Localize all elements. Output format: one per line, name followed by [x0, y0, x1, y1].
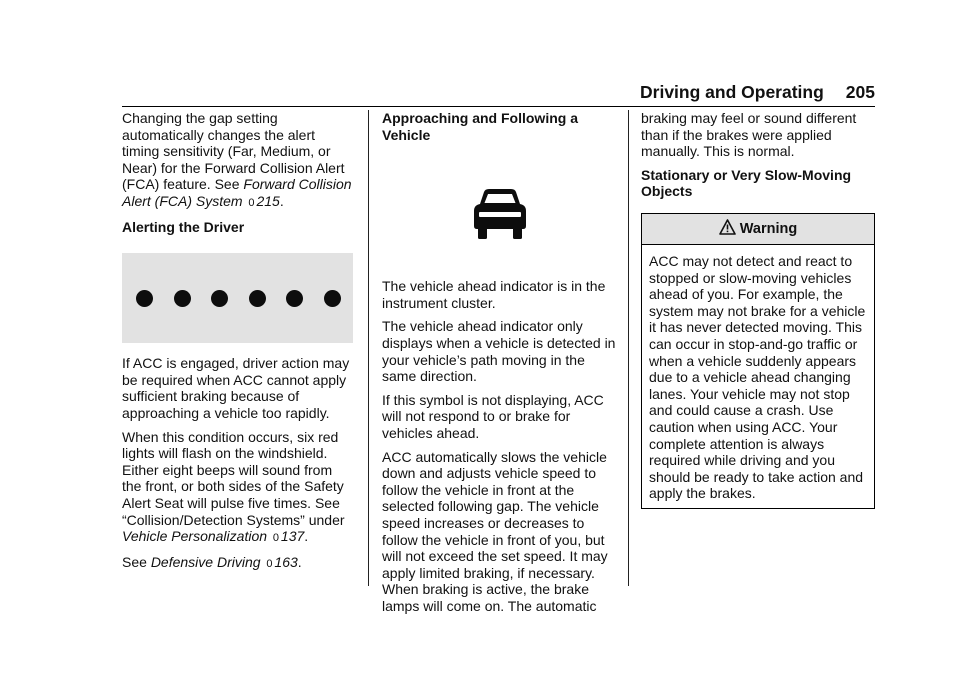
defensive-driving-link[interactable]: Defensive Driving: [150, 553, 261, 570]
page-ref-number[interactable]: 215: [256, 192, 280, 209]
page-number: 205: [845, 82, 875, 102]
column-divider: [628, 110, 629, 586]
see-defensive-driving: See Defensive Driving 0 163.: [122, 554, 354, 573]
stationary-objects-heading: Stationary or Very Slow-Moving Objects: [641, 166, 852, 200]
symbol-not-displaying-paragraph: If this symbol is not displaying, ACC will not respond to or brake for vehicles ahead.: [382, 391, 604, 441]
page-ref-icon: 0: [248, 196, 255, 209]
vehicle-icon-container: [382, 150, 617, 278]
section-title: Driving and Operating: [640, 82, 824, 102]
page-ref-number[interactable]: 163: [274, 553, 298, 570]
warning-box: [641, 213, 875, 509]
header-divider: [122, 106, 875, 107]
six-red-lights-icon: [122, 253, 353, 343]
warning-triangle-icon: [719, 219, 736, 235]
warning-text: ACC may not detect and react to stopped or slow-moving vehicles ahead of you. For example, the system may not brake for a vehicle it has never detected moving. This can occur in stop-and-go traffic or when a vehicle suddenly appears due to a vehicle ahead changing lanes. Your vehicle may not stop and could cause a crash. Use caution when using ACC. Your complete attention is always required while driving and you should be ready to take action and apply the brakes.: [649, 252, 866, 502]
page-ref-number[interactable]: 137: [280, 528, 305, 545]
vehicle-ahead-icon: [472, 188, 528, 240]
fca-system-link[interactable]: Forward Collision Alert (FCA) System: [122, 176, 352, 209]
light-dot: [174, 290, 191, 307]
warning-title: Warning: [739, 220, 798, 237]
approaching-heading: Approaching and Following a Vehicle: [382, 110, 578, 143]
indicator-location-paragraph: The vehicle ahead indicator is in the instrument cluster.: [382, 278, 606, 311]
condition-paragraph: When this condition occurs, six red lights will flash on the windshield. Either eight beeps will sound from the front, or both sides of the Safety Alert Seat will pulse five times. See “Collision/Detection Systems” under Vehicle Personalization 0 137.: [122, 429, 354, 547]
column-2: [382, 110, 617, 621]
column-divider: [368, 110, 369, 586]
page-ref-icon: 0: [272, 532, 279, 545]
column-3: [641, 110, 875, 509]
light-dot: [286, 290, 303, 307]
vehicle-personalization-link[interactable]: Vehicle Personalization: [122, 528, 268, 545]
light-dot: [249, 290, 266, 307]
column-1: [122, 110, 354, 579]
light-dot: [211, 290, 228, 307]
page-header: [640, 82, 875, 103]
indicator-display-paragraph: The vehicle ahead indicator only displays when a vehicle is detected in your vehicle’s path moving in the same direction.: [382, 318, 616, 385]
driver-action-paragraph: If ACC is engaged, driver action may be required when ACC cannot apply sufficient braking because of approaching a vehicle too rapidly.: [122, 355, 350, 421]
braking-feel-paragraph: braking may feel or sound different than if the brakes were applied manually. This is normal.: [641, 110, 857, 160]
light-dot: [324, 290, 341, 307]
gap-setting-paragraph: Changing the gap setting automatically changes the alert timing sensitivity (Far, Medium, or Near) for the Forward Collision Alert (FCA) feature. See Forward Collision Alert (FCA) System 0 215.: [122, 110, 354, 212]
warning-header: [642, 214, 874, 245]
light-dot: [136, 290, 153, 307]
acc-slows-paragraph: ACC automatically slows the vehicle down and adjusts vehicle speed to follow the vehicle in front at the selected following gap. The vehicle speed increases or decreases to follow the vehicle in front of you, but will not exceed the set speed. It may apply limited braking, if necessary. When braking is active, the brake lamps will come on. The automatic: [382, 448, 608, 614]
alerting-heading: Alerting the Driver: [122, 218, 245, 235]
page-ref-icon: 0: [266, 557, 273, 570]
